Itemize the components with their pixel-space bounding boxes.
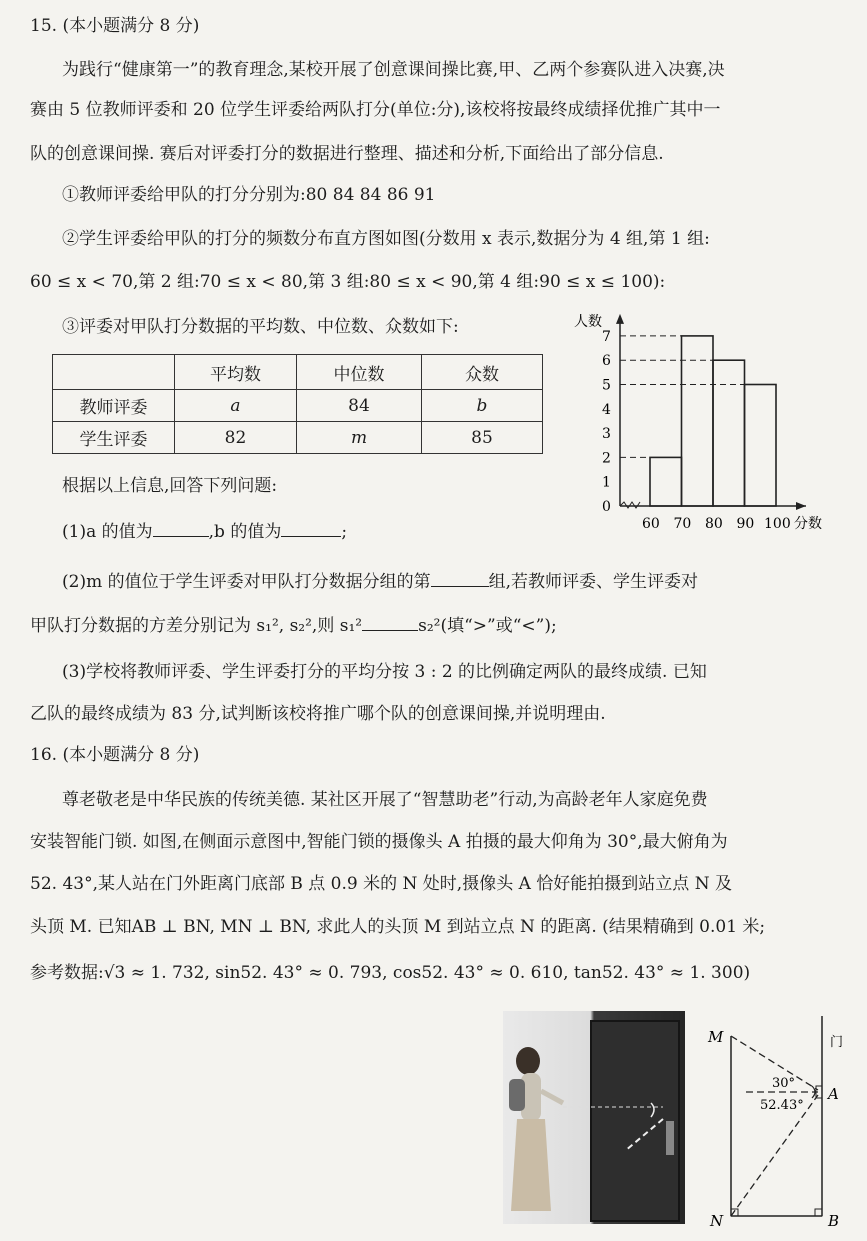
label-door: 门 bbox=[830, 1035, 844, 1050]
y-tick-label: 0 bbox=[602, 499, 611, 515]
angle-up-label: 30° bbox=[772, 1076, 796, 1091]
y-tick-label: 1 bbox=[602, 474, 611, 491]
q2-text-a: (2)m 的值位于学生评委对甲队打分数据分组的第 bbox=[62, 572, 431, 592]
histogram-bar bbox=[682, 336, 714, 506]
x-tick-label: 60 bbox=[642, 516, 660, 532]
y-tick-label: 6 bbox=[602, 353, 611, 370]
y-tick-label: 4 bbox=[602, 401, 611, 418]
q15-intro-line-1: 为践行“健康第一”的教育理念,某校开展了创意课间操比赛,甲、乙两个参赛队进入决赛,决 bbox=[62, 60, 725, 80]
x-tick-label: 90 bbox=[736, 516, 755, 532]
q16-line-3: 52. 43°,某人站在门外距离门底部 B 点 0.9 米的 N 处时,摄像头 A 恰好能拍摄到站立点 N 及 bbox=[30, 874, 732, 894]
q15-intro-line-3: 队的创意课间操. 赛后对评委打分的数据进行整理、描述和分析,下面给出了部分信息. bbox=[30, 144, 664, 164]
table-header-mean: 平均数 bbox=[175, 355, 297, 390]
table-cell: 85 bbox=[422, 422, 543, 454]
q15-info-2b: 60 ≤ x < 70,第 2 组:70 ≤ x < 80,第 3 组:80 ≤ x < 90,第 4 组:90 ≤ x ≤ 100): bbox=[30, 272, 666, 292]
q15-sub2-line2 bbox=[30, 612, 557, 638]
y-axis-arrow bbox=[616, 314, 624, 324]
x-axis-arrow bbox=[796, 502, 806, 510]
q15-intro-line-2: 赛由 5 位教师评委和 20 位学生评委给两队打分(单位:分),该校将按最终成绩择优推广其中一 bbox=[30, 100, 721, 120]
y-tick-label: 3 bbox=[602, 426, 611, 443]
q15-info-1: ①教师评委给甲队的打分分别为:80 84 84 86 91 bbox=[62, 185, 436, 205]
q15-sub3-line1: (3)学校将教师评委、学生评委打分的平均分按 3 : 2 的比例确定两队的最终成绩. 已知 bbox=[62, 662, 707, 682]
answer-blank-group[interactable] bbox=[431, 568, 489, 587]
q16-reference: 参考数据:√3 ≈ 1. 732, sin52. 43° ≈ 0. 793, cos52. 43° ≈ 0. 610, tan52. 43° ≈ 1. 300) bbox=[30, 963, 751, 983]
y-tick-label: 5 bbox=[602, 377, 611, 394]
q16-line-4: 头顶 M. 已知AB ⊥ BN, MN ⊥ BN, 求此人的头顶 M 到站立点 N 的距离. (结果精确到 0.01 米; bbox=[30, 917, 766, 937]
table-header-median: 中位数 bbox=[297, 355, 422, 390]
table-cell: 教师评委 bbox=[53, 390, 175, 422]
q1-text-a: (1)a 的值为 bbox=[62, 522, 153, 542]
axis-break bbox=[620, 502, 640, 508]
label-B: B bbox=[828, 1212, 840, 1230]
door-lock-photo bbox=[503, 1011, 685, 1224]
geometry-diagram bbox=[700, 1012, 850, 1230]
answer-blank-b[interactable] bbox=[281, 518, 341, 537]
q2-text-b: 组,若教师评委、学生评委对 bbox=[488, 572, 699, 592]
label-N: N bbox=[710, 1212, 724, 1230]
q1-text-c: ; bbox=[341, 522, 348, 542]
histogram-chart bbox=[570, 306, 840, 532]
q15-prompt: 根据以上信息,回答下列问题: bbox=[62, 476, 278, 496]
x-axis-label: 分数 bbox=[794, 516, 822, 532]
y-tick-label: 2 bbox=[602, 450, 611, 467]
stats-table bbox=[52, 354, 543, 454]
table-header-empty bbox=[53, 355, 175, 390]
q15-sub2-line1 bbox=[62, 568, 698, 594]
q16-line-1: 尊老敬老是中华民族的传统美德. 某社区开展了“智慧助老”行动,为高龄老年人家庭免费 bbox=[62, 790, 708, 810]
histogram-bar bbox=[650, 457, 682, 506]
answer-blank-a[interactable] bbox=[153, 518, 209, 537]
x-tick-label: 80 bbox=[705, 516, 723, 532]
q2-text-d: s₂²(填“>”或“<”); bbox=[418, 616, 557, 636]
q1-text-b: ,b 的值为 bbox=[208, 522, 282, 542]
y-tick-label: 7 bbox=[602, 328, 611, 345]
q15-sub1 bbox=[62, 518, 347, 544]
label-M: M bbox=[708, 1028, 724, 1046]
q15-header: 15. (本小题满分 8 分) bbox=[30, 16, 200, 36]
table-header-mode: 众数 bbox=[422, 355, 543, 390]
label-A: A bbox=[828, 1085, 839, 1103]
right-angle-B bbox=[815, 1209, 822, 1216]
y-axis-label: 人数 bbox=[574, 313, 602, 330]
q16-line-2: 安装智能门锁. 如图,在侧面示意图中,智能门锁的摄像头 A 拍摄的最大仰角为 30°,最大俯角为 bbox=[30, 832, 728, 852]
table-cell: m bbox=[297, 422, 422, 454]
angle-down-label: 52.43° bbox=[760, 1098, 804, 1113]
q15-info-3: ③评委对甲队打分数据的平均数、中位数、众数如下: bbox=[62, 317, 459, 337]
q2-text-c: 甲队打分数据的方差分别记为 s₁², s₂²,则 s₁² bbox=[30, 616, 363, 636]
table-cell: 84 bbox=[297, 390, 422, 422]
q15-info-2a: ②学生评委给甲队的打分的频数分布直方图如图(分数用 x 表示,数据分为 4 组,第 1 组: bbox=[62, 229, 710, 249]
table-cell: 82 bbox=[175, 422, 297, 454]
table-row bbox=[53, 422, 543, 454]
q16-header: 16. (本小题满分 8 分) bbox=[30, 745, 200, 765]
table-row bbox=[53, 390, 543, 422]
x-tick-label: 100 bbox=[764, 516, 791, 532]
q15-sub3-line2: 乙队的最终成绩为 83 分,试判断该校将推广哪个队的创意课间操,并说明理由. bbox=[30, 704, 606, 724]
histogram-bar bbox=[745, 385, 777, 507]
table-cell: b bbox=[422, 390, 543, 422]
answer-blank-compare[interactable] bbox=[362, 612, 418, 631]
x-tick-label: 70 bbox=[673, 516, 692, 532]
table-cell: a bbox=[175, 390, 297, 422]
histogram-bar bbox=[713, 360, 745, 506]
table-cell: 学生评委 bbox=[53, 422, 175, 454]
sightline-NA bbox=[731, 1095, 818, 1216]
